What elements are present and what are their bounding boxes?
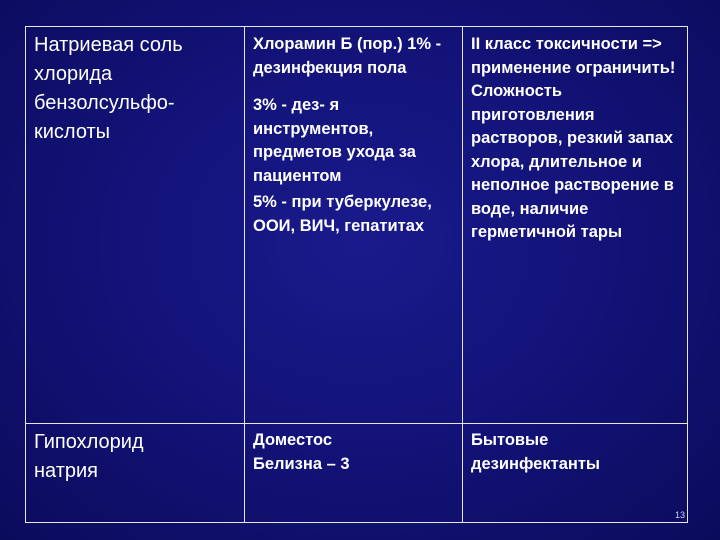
table-row: [26, 424, 688, 523]
substance-name-line: Гипохлорид: [34, 431, 144, 453]
usage-text: 5% - при туберкулезе, ООИ, ВИЧ, гепатитах: [253, 193, 432, 235]
substance-cell: [26, 27, 245, 424]
usage-text: 3% - дез- я инструментов, предметов ухода за пациентом: [253, 96, 416, 185]
substance-name-line: натрия: [34, 460, 99, 482]
disinfectant-table: [25, 26, 688, 523]
substance-name-line: хлорида: [34, 63, 113, 85]
notes-cell: [463, 27, 688, 424]
substance-name-line: Натриевая соль: [34, 34, 183, 56]
notes-cell: [463, 424, 688, 523]
substance-name-line: кислоты: [34, 121, 111, 143]
usage-text: Доместос: [253, 431, 333, 449]
table-row: [26, 27, 688, 424]
usage-text: Белизна – 3: [253, 454, 350, 473]
substance-name-line: бензолсульфо-: [34, 92, 175, 114]
substance-cell: [26, 424, 245, 523]
page-number: 13: [674, 510, 685, 520]
notes-text: Бытовые дезинфектанты: [471, 431, 601, 473]
usage-cell: [245, 424, 463, 523]
usage-cell: [245, 27, 463, 424]
usage-text: Хлорамин Б (пор.) 1% - дезинфекция пола: [253, 35, 442, 77]
notes-text: II класс токсичности => применение ограничить! Сложность приготовления растворов, резкий запах хлора, длительное и неполное растворение в воде, наличие герметичной тары: [471, 35, 676, 241]
